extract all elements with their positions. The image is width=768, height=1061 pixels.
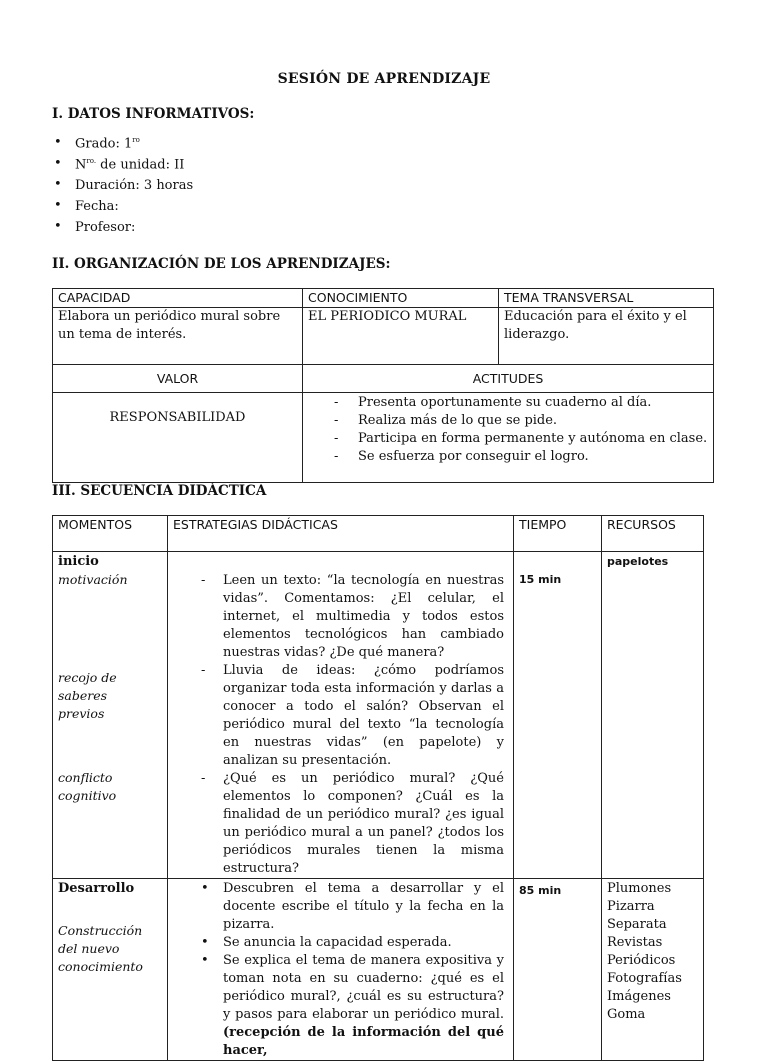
list-item: • Se anuncia la capacidad esperada. <box>173 934 508 952</box>
moment-label: Desarrollo <box>58 881 135 896</box>
strategies-cell <box>168 879 514 1061</box>
resource-item: Revistas <box>607 935 663 950</box>
resource-item: Plumones <box>607 881 672 896</box>
resource-item: papelotes <box>607 555 669 568</box>
resources-cell <box>602 552 704 879</box>
list-item: • Descubren el tema a desarrollar y el docente escribe el título y la fecha en la pizarra. <box>173 880 508 934</box>
table-cell: Elabora un periódico mural sobre un tema de interés. <box>53 308 303 365</box>
list-item: • Fecha: <box>52 199 193 220</box>
header-tema-transversal: TEMA TRANSVERSAL <box>499 289 714 308</box>
list-item: • Se explica el tema de manera expositiva y toman nota en su cuaderno: ¿qué es el periódico mural?, ¿cuál es su estructura? y pasos para elaborar un periódico mural. (recepción de la información del qué hacer, <box>173 952 508 1060</box>
time-cell: 85 min <box>514 879 602 1061</box>
header-recursos: RECURSOS <box>602 516 704 552</box>
list-item: - ¿Qué es un periódico mural? ¿Qué elementos lo componen? ¿Cuál es la finalidad de un periódico mural? ¿es igual un periódico mural a un panel? ¿todos los periódicos murales tienen la misma estructura? <box>173 770 508 878</box>
list-item: • $N^{ro.}$ de unidad: II <box>52 157 193 178</box>
list-item: - Leen un texto: “la tecnología en nuestras vidas”. Comentamos: ¿El celular, el internet, el multimedia y todos estos elementos tecnológicos han cambiado nuestras vidas? ¿De qué manera? <box>173 572 508 662</box>
header-capacidad: CAPACIDAD <box>53 289 303 308</box>
table-cell: EL PERIODICO MURAL <box>303 308 499 365</box>
list-item: - Se esfuerza por conseguir el logro. <box>308 448 708 466</box>
resource-item: Periódicos <box>607 953 676 968</box>
resources-cell <box>602 879 704 1061</box>
organizacion-table <box>52 288 714 483</box>
moment-sub: motivación <box>58 572 128 587</box>
resource-item: Goma <box>607 1007 646 1022</box>
resource-item: Imágenes <box>607 989 671 1004</box>
resource-item: Fotografías <box>607 971 682 986</box>
page-title: SESIÓN DE APRENDIZAJE <box>277 71 491 87</box>
header-momentos: MOMENTOS <box>53 516 168 552</box>
moment-cell-desarrollo <box>53 879 168 1061</box>
datos-list <box>52 136 193 241</box>
header-tiempo: TIEMPO <box>514 516 602 552</box>
resource-item: Pizarra <box>607 899 655 914</box>
moment-sub: conflicto cognitivo <box>58 770 117 803</box>
list-item: • Duración: 3 horas <box>52 178 193 199</box>
list-item: • Grado: $1^{ro}$ <box>52 136 193 157</box>
moment-sub: recojo de saberes previos <box>58 670 117 721</box>
list-item: - Participa en forma permanente y autónoma en clase. <box>308 430 708 448</box>
list-item: - Presenta oportunamente su cuaderno al día. <box>308 394 708 412</box>
list-item: • Profesor: <box>52 220 193 241</box>
moment-cell-inicio <box>53 552 168 879</box>
section-heading-datos: I. DATOS INFORMATIVOS: <box>52 106 255 122</box>
header-actitudes: ACTITUDES <box>303 365 714 393</box>
header-valor: VALOR <box>53 365 303 393</box>
secuencia-table <box>52 515 704 1061</box>
actitudes-cell <box>303 393 714 483</box>
resource-item: Separata <box>607 917 667 932</box>
time-cell: 15 min <box>514 552 602 879</box>
table-cell: Educación para el éxito y el liderazgo. <box>499 308 714 365</box>
header-conocimiento: CONOCIMIENTO <box>303 289 499 308</box>
section-heading-organizacion: II. ORGANIZACIÓN DE LOS APRENDIZAJES: <box>52 256 391 272</box>
valor-cell: RESPONSABILIDAD <box>53 393 303 483</box>
header-estrategias: ESTRATEGIAS DIDÁCTICAS <box>168 516 514 552</box>
moment-sub: Construcción del nuevo conocimiento <box>58 923 143 974</box>
moment-label: inicio <box>58 554 99 569</box>
strategies-cell <box>168 552 514 879</box>
list-item: - Lluvia de ideas: ¿cómo podríamos organizar toda esta información y darlas a conocer a todo el salón? Observan el periódico mural del texto “la tecnología en nuestras vidas” (en papelote) y analizan su presentación. <box>173 662 508 770</box>
list-item: - Realiza más de lo que se pide. <box>308 412 708 430</box>
section-heading-secuencia: III. SECUENCIA DIDÁCTICA <box>52 483 267 499</box>
